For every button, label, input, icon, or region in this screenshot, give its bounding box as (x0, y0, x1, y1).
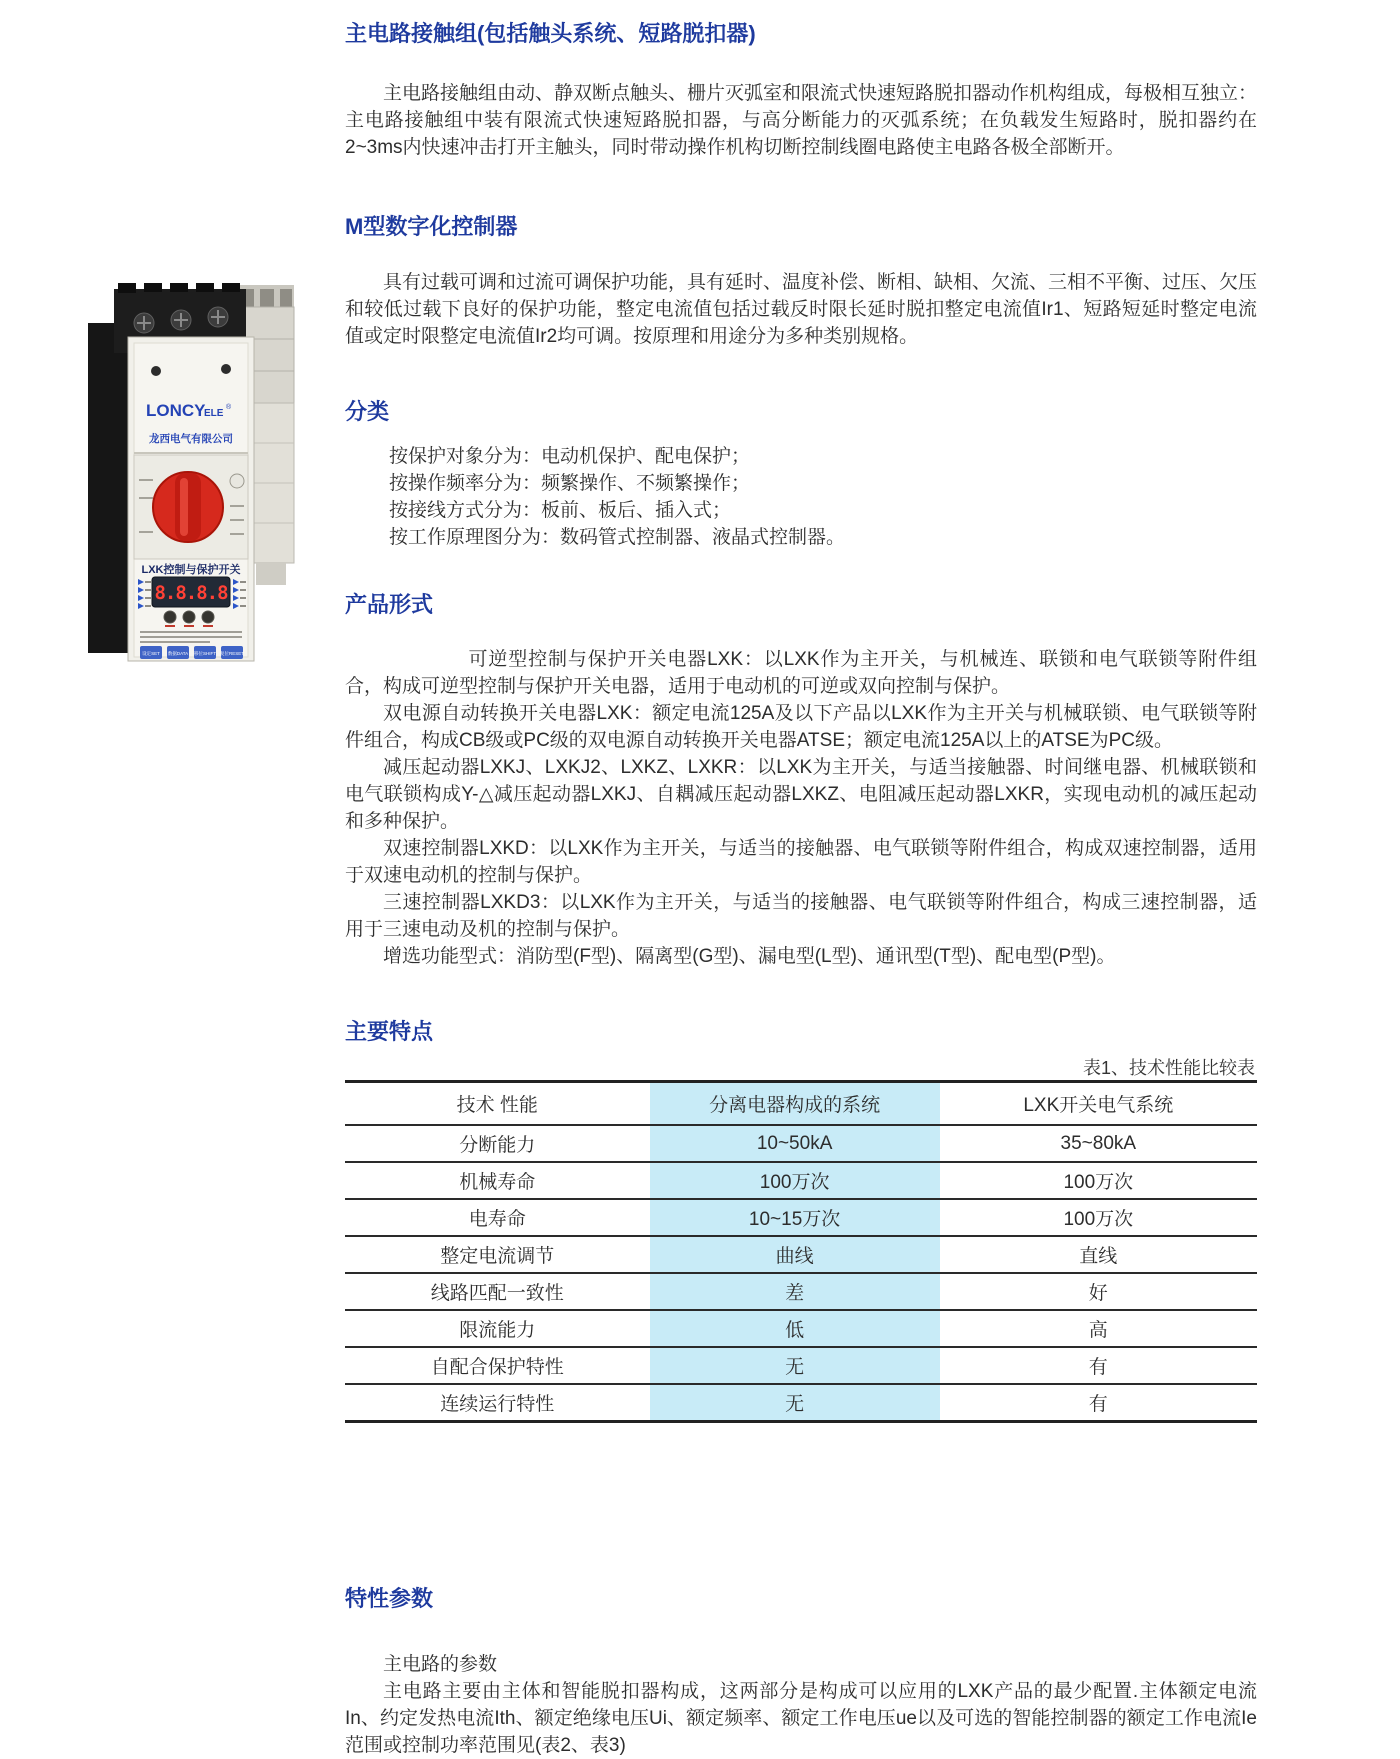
paragraph-m-controller: 具有过载可调和过流可调保护功能，具有延时、温度补偿、断相、缺相、欠流、三相不平衡、过压、欠压和较低过载下良好的保护功能，整定电流值包括过载反时限长延时脱扣整定电流值Ir1、短路短延时整定电流值或定时限整定电流值Ir2均可调。按原理和用途分为多种类别规格。 (345, 272, 1258, 347)
table1-caption: 表1、技术性能比较表 (1082, 1058, 1255, 1078)
table-cell: 100万次 (940, 1162, 1257, 1199)
section-title-characteristic-parameters: 特性参数 (345, 1586, 434, 1611)
table-cell: 差 (650, 1273, 940, 1310)
section-title-m-controller: M型数字化控制器 (345, 214, 518, 239)
paragraph-reduced-voltage-starter: 减压起动器LXKJ、LXKJ2、LXKZ、LXKR：以LXK为主开关，与适当接触器、时间继电器、机械联锁和电气联锁构成Y-△减压起动器LXKJ、自耦减压起动器LXKZ、电阻减压起动器LXKR，实现电动机的减压起动和多种保护。 (345, 757, 1257, 832)
table-row (345, 1347, 1257, 1384)
table-cell: 100万次 (940, 1199, 1257, 1236)
table-cell: 好 (940, 1273, 1257, 1310)
table-cell: 高 (940, 1310, 1257, 1347)
table-cell: 曲线 (650, 1236, 940, 1273)
table-cell: 低 (650, 1310, 940, 1347)
column-header: 技术 性能 (345, 1082, 650, 1126)
digital-display (152, 577, 230, 607)
face-hole (151, 366, 161, 376)
table-cell: 连续运行特性 (440, 1394, 555, 1415)
paragraph-optional-types: 增选功能型式：消防型(F型)、隔离型(G型)、漏电型(L型)、通讯型(T型)、配电型(P型)。 (383, 946, 1116, 967)
table-cell: 自配合保护特性 (345, 1347, 650, 1384)
mounting-plate (88, 323, 134, 653)
svg-text:移位SHIFT: 移位SHIFT (194, 651, 216, 656)
section-title-main-features: 主要特点 (345, 1019, 434, 1044)
terminal-screw-icon (208, 307, 228, 327)
section-title-main-contact-group: 主电路接触组(包括触头系统、短路脱扣器) (345, 21, 756, 46)
company-name: 龙西电气有限公司 (149, 433, 233, 445)
face-hole (221, 364, 231, 374)
product-forms-paragraphs (345, 646, 1257, 970)
terminal-screw-icon (171, 310, 191, 330)
table-cell: 有 (1088, 1394, 1108, 1415)
classification-list (345, 443, 1257, 551)
paragraph-main-circuit-params: 主电路主要由主体和智能脱扣器构成，这两部分是构成可以应用的LXK产品的最少配置.主体额定电流In、约定发热电流Ith、额定绝缘电压Ui、额定频率、额定工作电压ue以及可选的智能控制器的额定工作电流Ie范围或控制功率范围见(表2、表3) (345, 1681, 1257, 1756)
section-title-product-forms: 产品形式 (345, 592, 434, 617)
table-cell: 10~15万次 (650, 1199, 940, 1236)
table-cell: 电寿命 (345, 1199, 650, 1236)
paragraph-three-speed-controller: 三速控制器LXKD3：以LXK作为主开关，与适当的接触器、电气联锁等附件组合，构成三速控制器，适用于三速电动及机的控制与保护。 (345, 892, 1257, 940)
table-cell: 机械寿命 (345, 1162, 650, 1199)
rotary-handle (153, 472, 223, 542)
list-item: 按接线方式分为：板前、板后、插入式； (389, 500, 732, 521)
table-cell: 10~50kA (650, 1125, 940, 1162)
table-row (345, 1162, 1257, 1199)
paragraph-dual-power: 双电源自动转换开关电器LXK：额定电流125A及以下产品以LXK作为主开关与机械联锁、电气联锁等附件组合，构成CB级或PC级的双电源自动转换开关电器ATSE；额定电流125A以上的ATSE为PC级。 (345, 703, 1257, 751)
svg-text:LONCY: LONCY (146, 401, 206, 420)
content-column (345, 0, 1257, 1759)
comparison-table (345, 1080, 1257, 1423)
product-label: LXK控制与保护开关 (141, 564, 241, 576)
certification-mark-icon (230, 474, 244, 488)
table-cell: 35~80kA (940, 1125, 1257, 1162)
paragraph-main-circuit-params-subtitle: 主电路的参数 (383, 1654, 498, 1675)
table-row (345, 1384, 1257, 1422)
table-row (345, 1125, 1257, 1162)
paragraph-two-speed-controller: 双速控制器LXKD：以LXK作为主开关，与适当的接触器、电气联锁等附件组合，构成双速控制器，适用于双速电动机的控制与保护。 (345, 838, 1257, 886)
list-item: 按保护对象分为：电动机保护、配电保护； (389, 446, 751, 467)
table-cell: 整定电流调节 (345, 1236, 650, 1273)
table-cell: 100万次 (650, 1162, 940, 1199)
table-row (345, 1236, 1257, 1273)
svg-text:ELE: ELE (204, 408, 224, 419)
paragraph-main-contact-group: 主电路接触组由动、静双断点触头、栅片灭弧室和限流式快速短路脱扣器动作机构组成，每极相互独立：主电路接触组中装有限流式快速短路脱扣器，与高分断能力的灭弧系统；在负载发生短路时，脱扣器约在2~3ms内快速冲击打开主触头，同时带动操作机构切断控制线圈电路使主电路各极全部断开。 (345, 83, 1258, 158)
table-cell: 有 (940, 1347, 1257, 1384)
table-cell: 直线 (940, 1236, 1257, 1273)
table-cell: 分断能力 (345, 1125, 650, 1162)
table-header-row (345, 1082, 1257, 1126)
table-row (345, 1273, 1257, 1310)
section-title-classification: 分类 (345, 399, 390, 424)
table-cell: 线路匹配一致性 (345, 1273, 650, 1310)
list-item: 按操作频率分为：频繁操作、不频繁操作； (389, 473, 751, 494)
column-header: 分离电器构成的系统 (650, 1082, 940, 1126)
table-row (345, 1310, 1257, 1347)
paragraph-reversible: 可逆型控制与保护开关电器LXK：以LXK作为主开关，与机械连、联锁和电气联锁等附件组合，构成可逆型控制与保护开关电器，适用于电动机的可逆或双向控制与保护。 (345, 649, 1257, 697)
svg-text:数据DATA: 数据DATA (167, 651, 189, 656)
table-cell: 无 (650, 1347, 940, 1384)
display-digits: 8.8.8.8 (154, 582, 228, 604)
column-header: LXK开关电气系统 (940, 1082, 1257, 1126)
terminal-screw-icon (134, 313, 154, 333)
list-item: 按工作原理图分为：数码管式控制器、液晶式控制器。 (389, 527, 846, 548)
product-photo (88, 283, 300, 675)
table-cell: 无 (650, 1384, 940, 1422)
svg-text:复位RESET: 复位RESET (219, 651, 245, 656)
table-row (345, 1199, 1257, 1236)
table-cell: 限流能力 (345, 1310, 650, 1347)
svg-text:设定SET: 设定SET (142, 651, 160, 656)
svg-text:®: ® (226, 404, 232, 411)
